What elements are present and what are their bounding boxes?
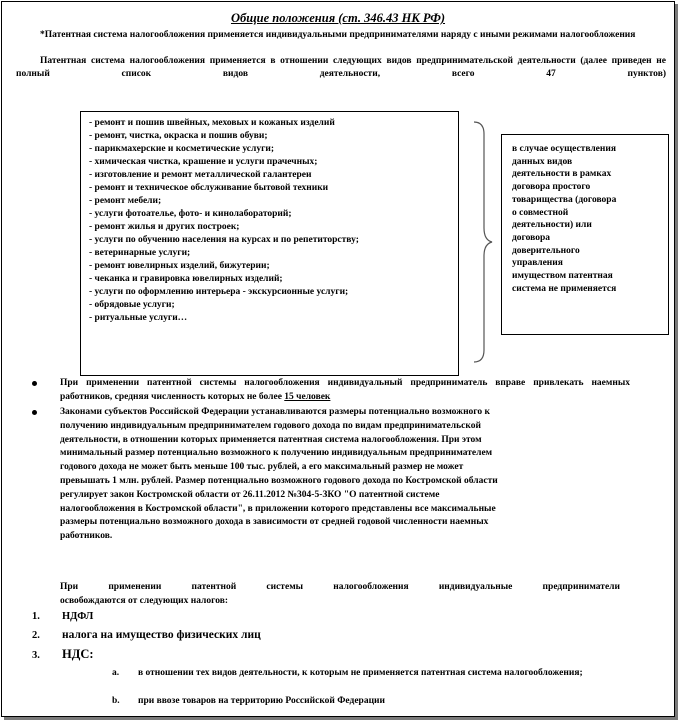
activities-list — [81, 112, 458, 325]
activity-item: - услуги фотоателье, фото- и кинолабораторий; — [89, 209, 292, 219]
bullet-income-limits-line: регулирует закон Костромской области от 26.11.2012 №304-5-ЗКО "О патентной системе — [60, 489, 440, 500]
bullet-hired-workers-text: При применении патентной системы налогообложения индивидуальный предприниматель вправе привлекать наемных работников, средняя численность которых не более — [60, 378, 630, 402]
note-text: в случае осуществления данных видов деятельности в рамках договора простого товарищества (договора о совместной деятельности) или договора доверительного управления имуществом патентная система не применяется — [512, 144, 617, 294]
bullet-income-limits-line: деятельности, в отношении которых применяется патентная система налогообложения. При этом — [60, 434, 482, 445]
bullet-income-limits-line: годового дохода не может быть меньше 100 тыс. рублей, а его максимальный размер не может — [60, 462, 464, 473]
bullet-hired-workers-limit: 15 человек — [284, 391, 331, 402]
subitem-label: в отношении тех видов деятельности, к которым не применяется патентная система налогообложения; — [138, 668, 583, 678]
exempt-item-property-tax — [32, 629, 261, 641]
page-title: Общие положения (ст. 346.43 НК РФ) — [230, 11, 446, 25]
activity-item: - ремонт ювелирных изделий, бижутерии; — [89, 261, 270, 271]
bullet-dot-icon — [32, 410, 37, 415]
activity-item: - изготовление и ремонт металлической галантереи — [89, 170, 312, 180]
activity-item: - ремонт мебели; — [89, 196, 162, 206]
activity-item: - чеканка и гравировка ювелирных изделий; — [89, 274, 283, 284]
activity-item: - ритуальные услуги… — [89, 313, 188, 323]
bullet-income-limits — [60, 406, 630, 544]
activity-item: - химическая чистка, крашение и услуги прачечных; — [89, 157, 318, 167]
intro-paragraph-1: *Патентная система налогообложения применяется индивидуальными предпринимателями наряду с иными режимами налогообложения — [40, 30, 636, 40]
subitem-label: при ввозе товаров на территорию Российской Федерации — [138, 696, 385, 706]
activity-item: - ремонт жилья и других построек; — [89, 222, 240, 232]
exempt-intro-line: При применении патентной системы налогообложения индивидуальные предприниматели — [60, 582, 620, 592]
curly-brace-icon — [472, 120, 494, 364]
exempt-item-number: 1. — [32, 611, 40, 622]
subitem-letter: a. — [112, 668, 120, 678]
exempt-item-vat — [32, 647, 94, 662]
bullet-income-limits-line: налогообложения в Костромской области", в приложении которого представлены все максимальные — [60, 503, 496, 514]
exempt-intro-line: освобождаются от следующих налогов: — [60, 596, 229, 606]
exempt-item-ndfl — [32, 611, 93, 622]
bullet-income-limits-line: размеры потенциально возможного дохода в зависимости от средней годовой численности наемных — [60, 517, 489, 528]
activity-item: - ремонт и пошив швейных, меховых и кожаных изделий — [89, 118, 335, 128]
subitem-letter: b. — [112, 696, 120, 706]
activity-item: - услуги по обучению населения на курсах и по репетиторству; — [89, 235, 359, 245]
intro-paragraph-2: Патентная система налогообложения применяется в отношении следующих видов предпринимательской деятельности (далее приведен не полный список видов деятельности, всего 47 пунктов) — [16, 56, 666, 79]
exempt-item-number: 3. — [32, 650, 40, 661]
exempt-item-number: 2. — [32, 630, 40, 641]
activity-item: - услуги по оформлению интерьера - экскурсионные услуги; — [89, 287, 349, 297]
slide-frame — [1, 1, 675, 717]
note-box — [501, 134, 669, 335]
bullet-income-limits-line: превышать 1 млн. рублей. Размер потенциально возможного годового дохода по Костромской области — [60, 475, 498, 486]
bullet-hired-workers — [60, 377, 630, 405]
bullet-income-limits-line: работников. — [60, 531, 113, 542]
exempt-item-label: налога на имущество физических лиц — [62, 629, 261, 641]
bullet-dot-icon — [32, 381, 37, 386]
bullet-income-limits-text — [60, 406, 630, 544]
activity-item: - ремонт, чистка, окраска и пошив обуви; — [89, 131, 268, 141]
activity-item: - парикмахерские и косметические услуги; — [89, 144, 275, 154]
activity-item: - ветеринарные услуги; — [89, 248, 191, 258]
exempt-item-label: НДС: — [62, 647, 94, 661]
activities-box — [80, 111, 459, 376]
exempt-intro — [60, 580, 620, 608]
bullet-income-limits-line: минимальный размер потенциально возможного к получению индивидуальным предпринимателем — [60, 448, 493, 459]
bullet-income-limits-line: Законами субъектов Российской Федерации устанавливаются размеры потенциально возможного к — [60, 407, 490, 417]
activity-item: - обрядовые услуги; — [89, 300, 175, 310]
bullet-income-limits-line: получению индивидуальным предпринимателем годового дохода по видам предпринимательской — [60, 420, 481, 431]
activity-item: - ремонт и техническое обслуживание бытовой техники — [89, 183, 329, 193]
exempt-item-label: НДФЛ — [62, 611, 94, 622]
